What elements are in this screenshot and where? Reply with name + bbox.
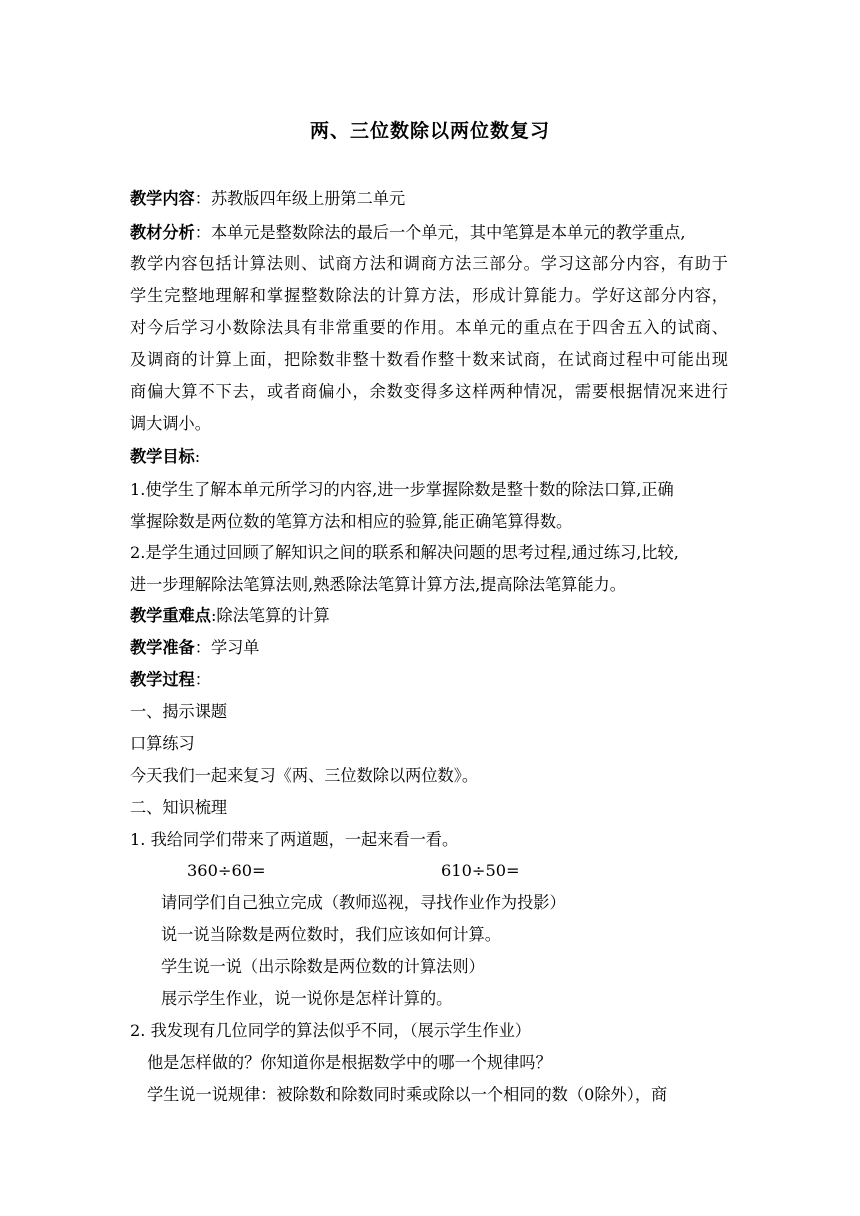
analysis-line: 对今后学习小数除法具有非常重要的作用。本单元的重点在于四舍五入的试商、 <box>130 318 728 337</box>
process-text: 学生说一说规律：被除数和除数同时乘或除以一个相同的数（0除外），商 <box>147 1085 668 1104</box>
analysis-colon: ： <box>194 223 211 242</box>
difficulty-row <box>130 605 330 627</box>
process-text: 说一说当除数是两位数时，我们应该如何计算。 <box>161 925 501 944</box>
analysis-line: 教学内容包括计算法则、试商方法和调商方法三部分。学习这部分内容，有助于 <box>130 254 728 273</box>
process-text: 他是怎样做的？你知道你是根据数学中的哪一个规律吗？ <box>147 1053 552 1072</box>
analysis-row <box>130 222 686 244</box>
difficulty-value: 除法笔算的计算 <box>216 606 330 625</box>
prep-row <box>130 637 260 659</box>
content-row <box>130 188 405 210</box>
analysis-line: 本单元是整数除法的最后一个单元，其中笔算是本单元的教学重点, <box>210 223 686 242</box>
process-label: 教学过程 <box>130 670 195 689</box>
analysis-label: 教材分析 <box>130 223 195 242</box>
goals-colon: : <box>194 447 201 466</box>
analysis-line: 学生完整地理解和掌握整数除法的计算方法，形成计算能力。学好这部分内容， <box>130 286 728 305</box>
content-label: 教学内容 <box>130 189 195 208</box>
goal-line: 2.是学生通过回顾了解知识之间的联系和解决问题的思考过程,通过练习,比较, <box>130 543 679 562</box>
analysis-line: 调大调小。 <box>130 414 211 433</box>
section-heading: 一、揭示课题 <box>130 702 228 721</box>
prep-value: 学习单 <box>210 638 260 657</box>
goal-line: 掌握除数是两位数的笔算方法和相应的验算,能正确笔算得数。 <box>130 512 573 531</box>
prep-label: 教学准备 <box>130 638 195 657</box>
goal-line: 1.使学生了解本单元所学习的内容,进一步掌握除数是整十数的除法口算,正确 <box>130 480 674 499</box>
equation: 360÷60= <box>187 861 266 880</box>
section-heading: 二、知识梳理 <box>130 798 228 817</box>
goals-row <box>130 446 200 468</box>
process-item: 1. 我给同学们带来了两道题，一起来看一看。 <box>130 830 459 849</box>
analysis-line: 商偏大算不下去，或者商偏小，余数变得多这样两种情况，需要根据情况来进行 <box>130 382 728 401</box>
goals-label: 教学目标 <box>130 447 195 466</box>
process-text: 今天我们一起来复习《两、三位数除以两位数》。 <box>130 766 479 785</box>
process-colon: ： <box>194 670 211 689</box>
analysis-line: 及调商的计算上面，把除数非整十数看作整十数来试商，在试商过程中可能出现 <box>130 350 728 369</box>
goal-line: 进一步理解除法笔算法则,熟悉除法笔算计算方法,提高除法笔算能力。 <box>130 575 626 594</box>
process-text: 请同学们自己独立完成（教师巡视，寻找作业作为投影） <box>161 893 566 912</box>
process-text: 学生说一说（出示除数是两位数的计算法则） <box>161 957 485 976</box>
content-value: 苏教版四年级上册第二单元 <box>210 189 406 208</box>
process-row <box>130 669 211 691</box>
content-colon: ： <box>194 189 211 208</box>
difficulty-label: 教学重难点 <box>130 606 211 625</box>
prep-colon: ： <box>194 638 211 657</box>
process-item: 2. 我发现有几位同学的算法似乎不同，（展示学生作业） <box>130 1021 531 1040</box>
difficulty-colon: : <box>210 606 217 625</box>
process-text: 口算练习 <box>130 734 195 753</box>
equation: 610÷50= <box>441 861 520 880</box>
page-title: 两、三位数除以两位数复习 <box>309 120 550 142</box>
process-text: 展示学生作业，说一说你是怎样计算的。 <box>161 989 453 1008</box>
